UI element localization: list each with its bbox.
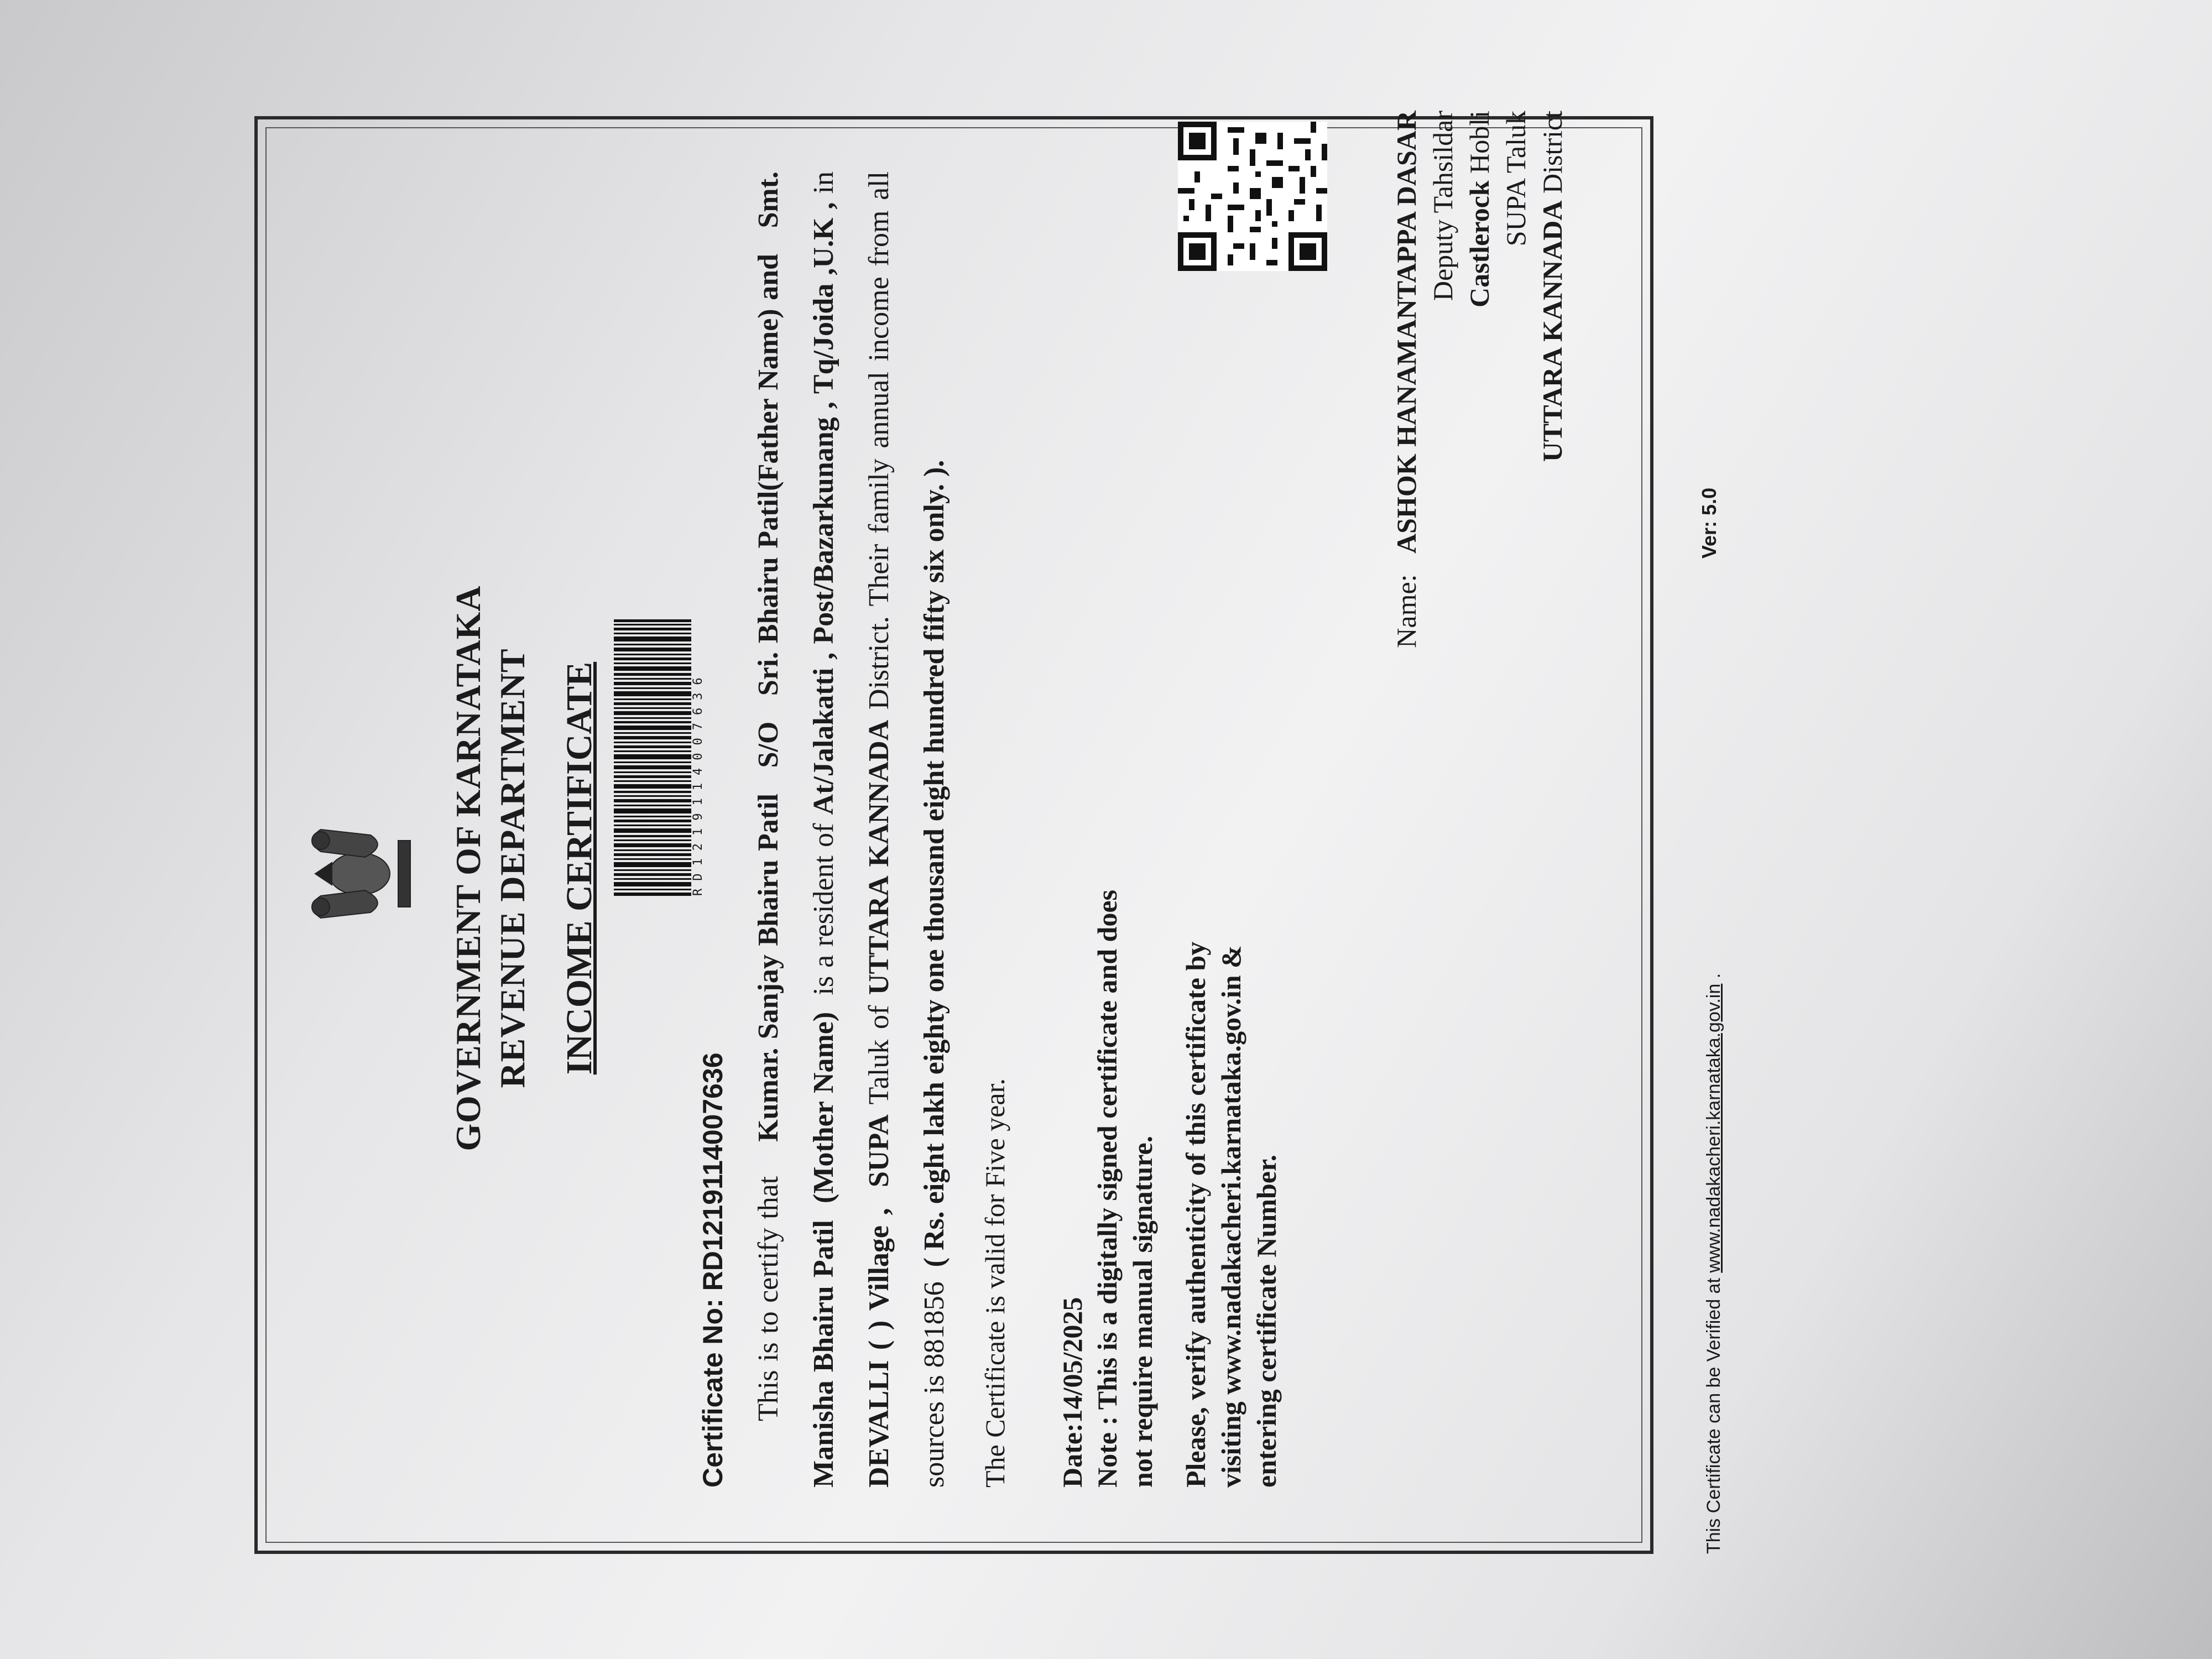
footer-text: This Certificate can be Verified at xyxy=(1703,1278,1724,1554)
taluk: SUPA xyxy=(863,1114,895,1188)
village: DEVALLI ( ) Village , xyxy=(863,1208,895,1488)
applicant-name: Kumar. Sanjay Bhairu Patil xyxy=(753,794,784,1142)
certificate-heading: INCOME CERTIFICATE xyxy=(559,661,599,1075)
footer-suffix: . xyxy=(1703,973,1724,979)
verification-link[interactable]: www.nadakacheri.karnataka.gov.in xyxy=(1703,983,1724,1273)
and-text: and xyxy=(753,254,784,300)
signatory-name: ASHOK HANAMANTAPPA DASAR xyxy=(1391,111,1422,554)
resident-text: is a resident of xyxy=(808,823,839,995)
signatory-block xyxy=(1388,111,1571,653)
relation: S/O xyxy=(753,721,784,768)
father-name: Sri. Bhairu Patil xyxy=(753,491,784,696)
department-title: REVENUE DEPARTMENT xyxy=(493,648,532,1088)
qr-code-icon xyxy=(1178,122,1327,271)
certificate-number-value: RD1219114007636 xyxy=(697,1052,728,1291)
name-label: Name: xyxy=(1391,574,1422,648)
district: UTTARA KANNADA xyxy=(863,719,895,995)
footer-verification xyxy=(1703,973,1725,1554)
intro-text: This is to certify that xyxy=(753,1176,784,1421)
validity-text: The Certificate is valid for Five year. xyxy=(979,1078,1010,1488)
certificate-page xyxy=(138,100,1786,1637)
karnataka-emblem-icon xyxy=(299,796,426,951)
in-text: in xyxy=(808,171,839,194)
certificate-number xyxy=(697,1052,729,1488)
income-words: ( Rs. eight lakh eighty one thousand eight hundred fifty six only. ). xyxy=(919,460,950,1267)
issue-date: Date:14/05/2025 xyxy=(1057,1297,1088,1488)
certificate-number-label: Certificate No: xyxy=(697,1298,728,1488)
digital-signature-note: Note : This is a digitally signed certificate and does not require manual signature. xyxy=(1092,889,1158,1488)
government-title: GOVERNMENT OF KARNATAKA xyxy=(448,585,488,1151)
mother-label: (Mother Name) xyxy=(808,1011,839,1203)
version-label: Ver: 5.0 xyxy=(1698,487,1720,559)
barcode-number: RD1219114007636 xyxy=(691,670,705,896)
father-label: (Father Name) xyxy=(753,309,784,491)
certificate-body xyxy=(741,171,962,1488)
barcode-icon xyxy=(614,619,691,896)
signatory-hobli: Castlerock Hobli xyxy=(1464,111,1495,307)
mother-name: Smt. Manisha Bhairu Patil xyxy=(753,171,839,1488)
district-label: District. xyxy=(863,616,895,710)
address: At/Jalakatti , Post/Bazarkunang , Tq/Joida ,U.K , xyxy=(808,202,839,815)
income-text: Their family annual income from all sources is 881856 xyxy=(863,171,950,1488)
taluk-label: Taluk of xyxy=(863,1005,895,1105)
signatory-taluk: SUPA Taluk xyxy=(1500,111,1531,247)
signatory-district: UTTARA KANNADA District xyxy=(1537,111,1568,462)
verification-instructions: Please, verify authenticity of this certificate by visiting www.nadakacheri.karnataka.gov.in & entering certificate Number. xyxy=(1180,941,1282,1488)
signatory-designation: Deputy Tahsildar xyxy=(1427,111,1458,301)
signatory-name-line xyxy=(1388,111,1425,653)
